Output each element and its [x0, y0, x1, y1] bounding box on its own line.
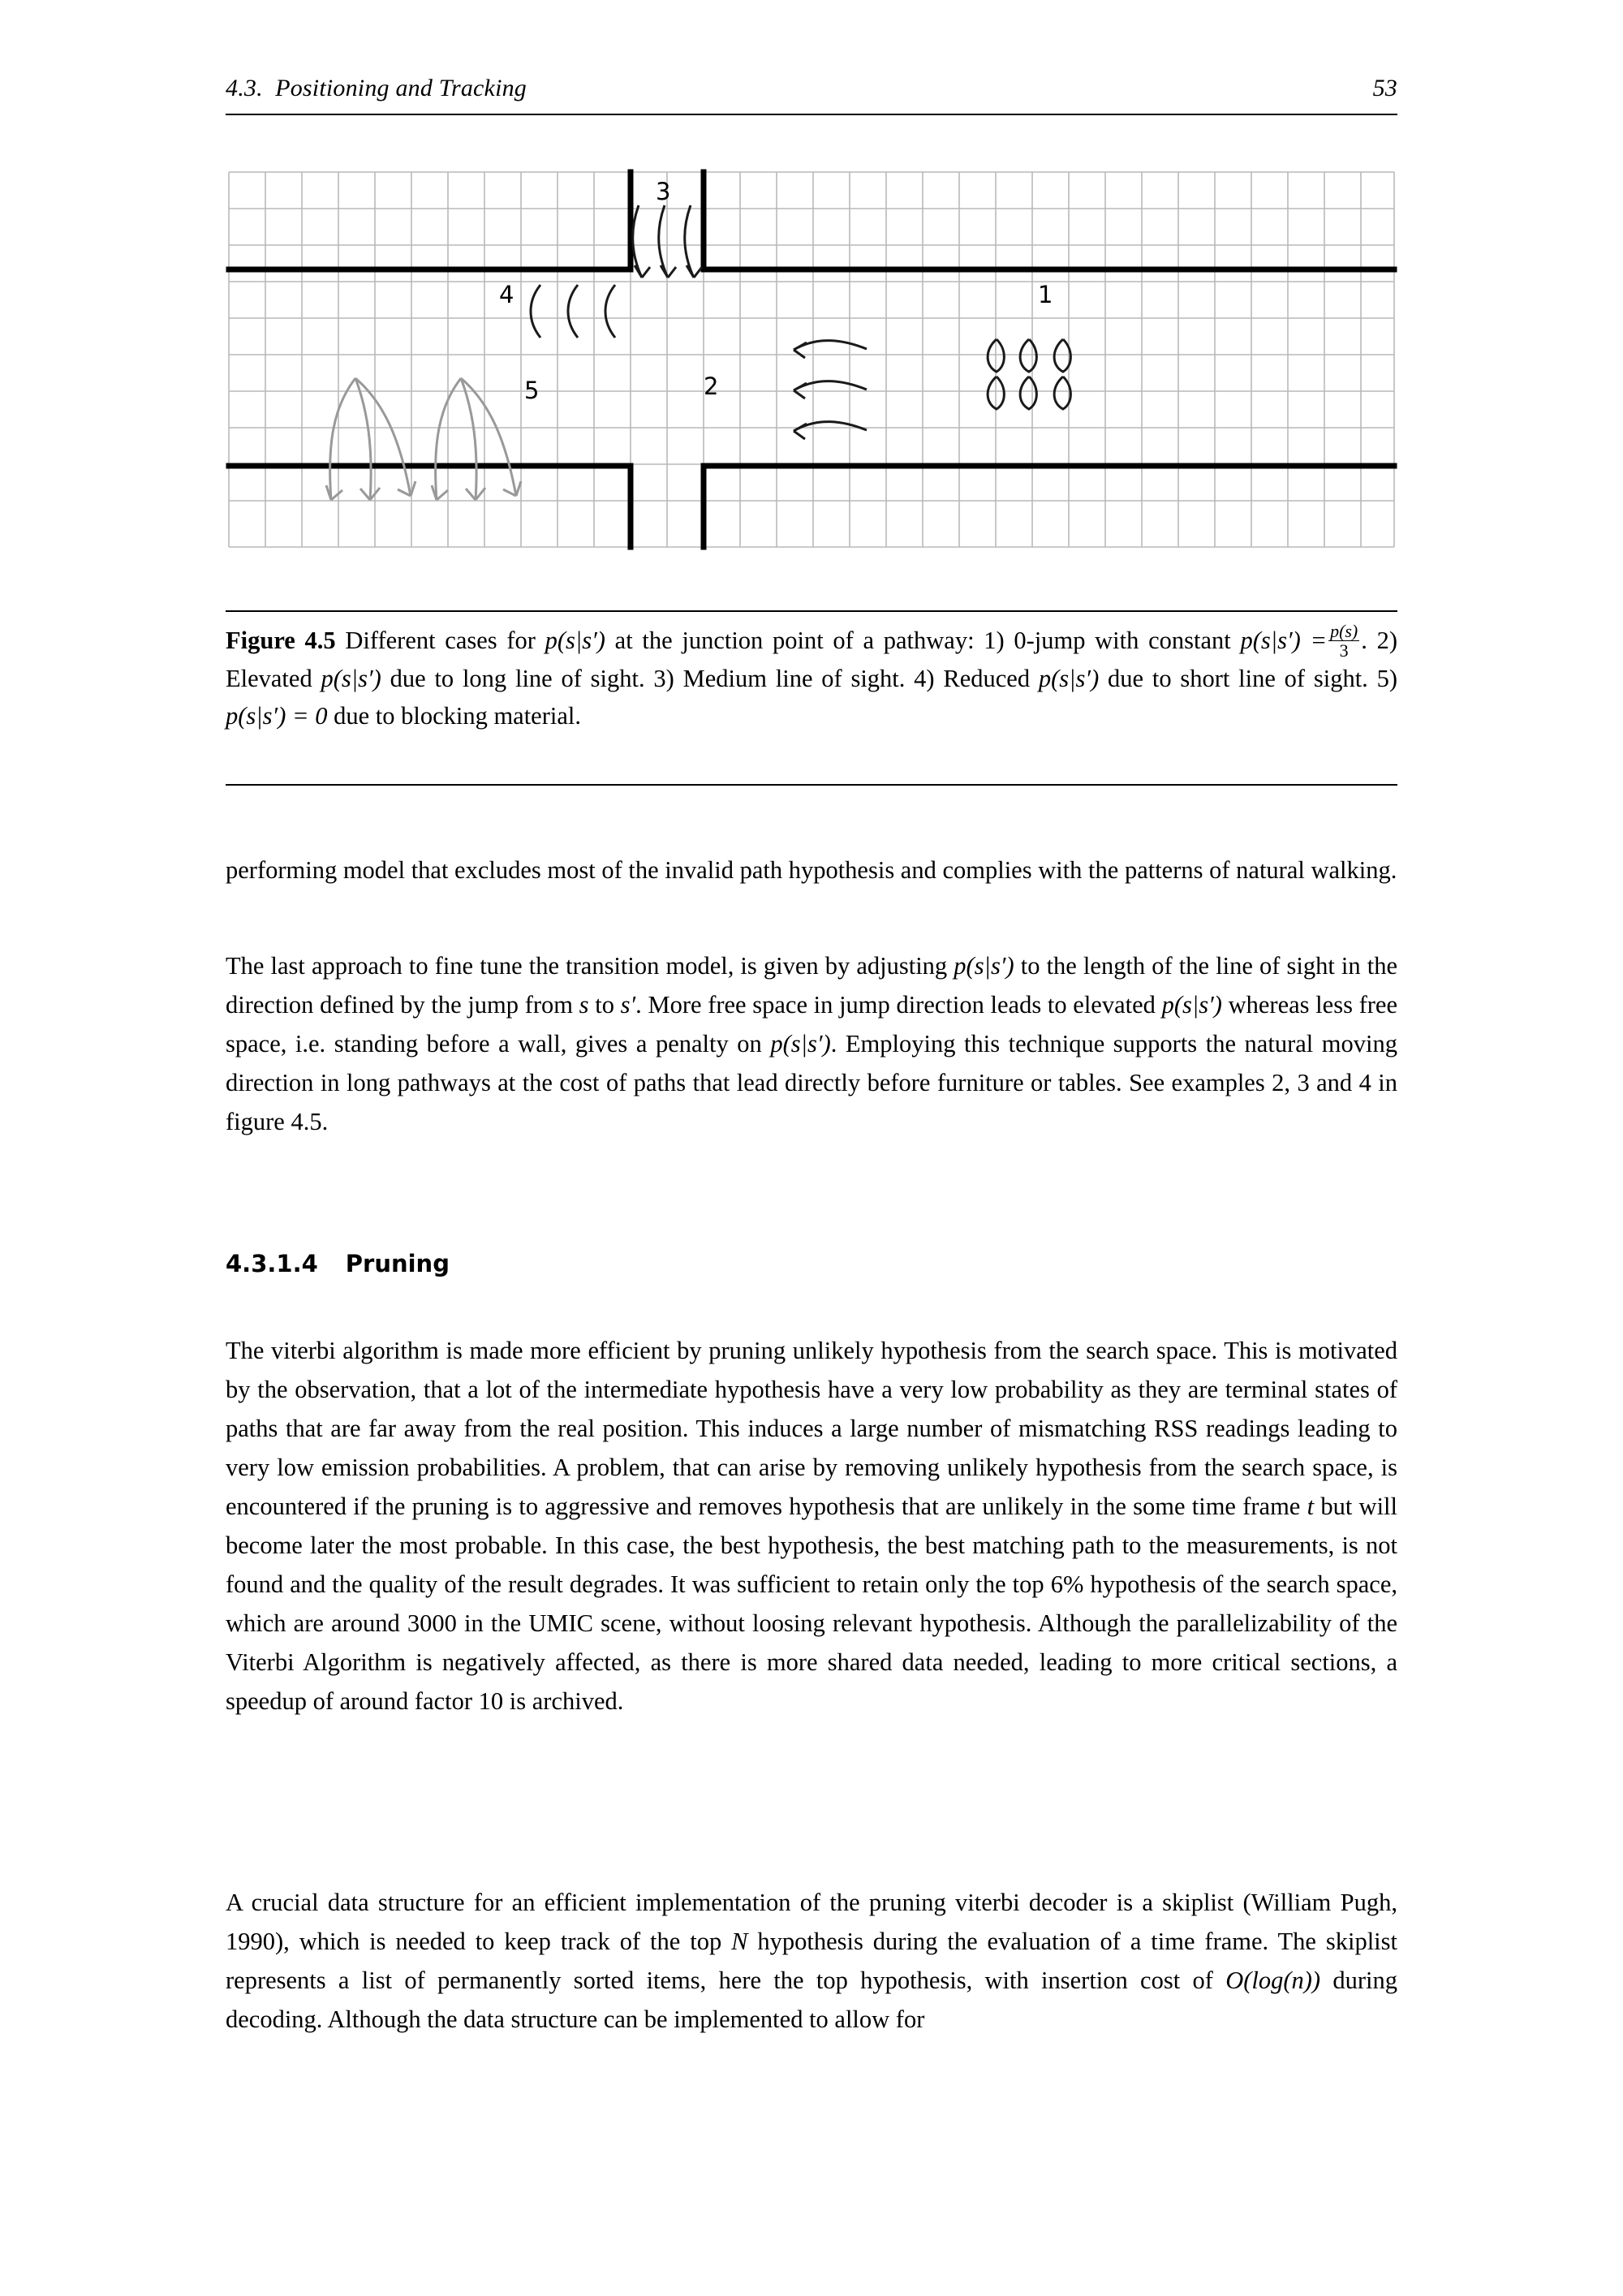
figure-marker-4: 4 [499, 281, 514, 308]
caption-fraction-numerator: p(s) [1330, 621, 1358, 641]
caption-rule-bottom [226, 784, 1397, 786]
header-section-title: 4.3. Positioning and Tracking [226, 75, 527, 101]
caption-rule-top [226, 610, 1397, 612]
subsection-title: Pruning [345, 1250, 450, 1277]
paragraph-1-text: performing model that excludes most of the invalid path hypothesis and complies with the patterns of natural walking. [226, 856, 1397, 884]
caption-text-4: due to long line of sight. 3) Medium line of sight. 4) Reduced [381, 665, 1039, 693]
figure-walls [229, 172, 1394, 547]
subsection-number: 4.3.1.4 [226, 1250, 318, 1277]
paragraph-2-m5: p(s|s′) [770, 1030, 831, 1058]
arrows-case-5 [326, 378, 521, 500]
paragraph-4-a: A crucial data structure for an efficient implementation of the pruning viterbi decoder is a skiplist (William Pugh, 1990), which is needed to keep track of the top [226, 1889, 1397, 1955]
paragraph-2-m3: s′ [620, 991, 636, 1019]
paragraph-3-a: The viterbi algorithm is made more efficient by pruning unlikely hypothesis from the search space. This is motivated by the observation, that a lot of the intermediate hypothesis have a very low probability as they are terminal states of paths that are far away from the real position. This induces a large number of mismatching RSS readings leading to very low emission probabilities. A problem, that can arise by removing unlikely hypothesis from the search space, is encountered if the pruning is to aggressive and removes hypothesis that are unlikely in the some time frame [226, 1337, 1397, 1520]
caption-text-1: Different cases for [345, 627, 545, 655]
paragraph-2-f: . Employing this technique supports the natural moving direction in long pathways at the cost of paths that lead directly before furniture or tables. See examples 2, 3 and 4 in figure 4.5. [226, 1030, 1397, 1135]
header-page-number: 53 [1372, 75, 1397, 101]
paragraph-4-m2: O(log(n)) [1225, 1966, 1321, 1994]
caption-math-3: p(s|s′) [321, 665, 381, 693]
paragraph-2-m1: p(s|s′) [954, 952, 1014, 980]
figure-label: Figure 4.5 [226, 627, 336, 655]
paragraph-4-m1: N [731, 1928, 748, 1955]
figure-marker-2: 2 [704, 373, 719, 400]
paragraph-2-d: . More free space in jump direction leads to elevated [635, 991, 1162, 1019]
paragraph-2-c: to [588, 991, 621, 1019]
caption-fraction [1328, 622, 1359, 660]
running-header [226, 75, 1397, 102]
figure-grid [229, 172, 1394, 547]
paragraph-viterbi-pruning [226, 1331, 1397, 1721]
paragraph-3-b: but will become later the most probable. In this case, the best hypothesis, the best matching path to the measurements, is not found and the quality of the result degrades. It was sufficient to retain only the top 6% hypothesis of the search space, which are around 3000 in the UMIC scene, without loosing relevant hypothesis. Although the parallelizability of the Viterbi Algorithm is negatively affected, as there is more shared data needed, leading to more critical sections, a speedup of around factor 10 is archived. [226, 1493, 1397, 1715]
paragraph-4-c: during decoding. Although the data structure can be implemented to allow for [226, 1966, 1397, 2033]
paragraph-2-a: The last approach to fine tune the transition model, is given by adjusting [226, 952, 954, 980]
subsection-heading [226, 1250, 1397, 1277]
figure-caption [226, 622, 1397, 734]
caption-math-2: p(s|s′) = [1240, 627, 1328, 655]
figure-4-5 [226, 159, 1397, 581]
paragraph-skiplist [226, 1883, 1397, 2039]
paragraph-last-approach [226, 946, 1397, 1141]
caption-math-4: p(s|s′) [1038, 665, 1100, 693]
paragraph-3-m1: t [1307, 1493, 1315, 1520]
caption-text-6: due to blocking material. [327, 702, 581, 730]
caption-math-5: p(s|s′) = 0 [226, 702, 328, 730]
paragraph-2-m2: s [579, 991, 589, 1019]
header-rule [226, 114, 1397, 115]
figure-marker-1: 1 [1038, 281, 1053, 308]
paragraph-performing-model [226, 851, 1397, 890]
caption-fraction-denominator: 3 [1339, 640, 1349, 661]
caption-text-3: . 2) Elevated [226, 627, 1397, 693]
paragraph-2-b: to the length of the line of sight in the direction defined by the jump from [226, 952, 1397, 1019]
caption-text-5: due to short line of sight. 5) [1099, 665, 1397, 693]
caption-math-1: p(s|s′) [545, 627, 605, 655]
paragraph-2-e: whereas less free space, i.e. standing before a wall, gives a penalty on [226, 991, 1398, 1058]
arrows-case-2 [794, 341, 867, 439]
arrows-case-4 [531, 285, 615, 338]
arrows-case-1 [988, 339, 1070, 409]
paragraph-2-m4: p(s|s′) [1161, 991, 1222, 1019]
figure-marker-5: 5 [524, 377, 540, 404]
figure-marker-3: 3 [656, 178, 671, 205]
paragraph-4-b: hypothesis during the evaluation of a time frame. The skiplist represents a list of permanently sorted items, here the top hypothesis, with insertion cost of [226, 1928, 1397, 1994]
caption-text-2: at the junction point of a pathway: 1) 0-jump with constant [605, 627, 1241, 655]
